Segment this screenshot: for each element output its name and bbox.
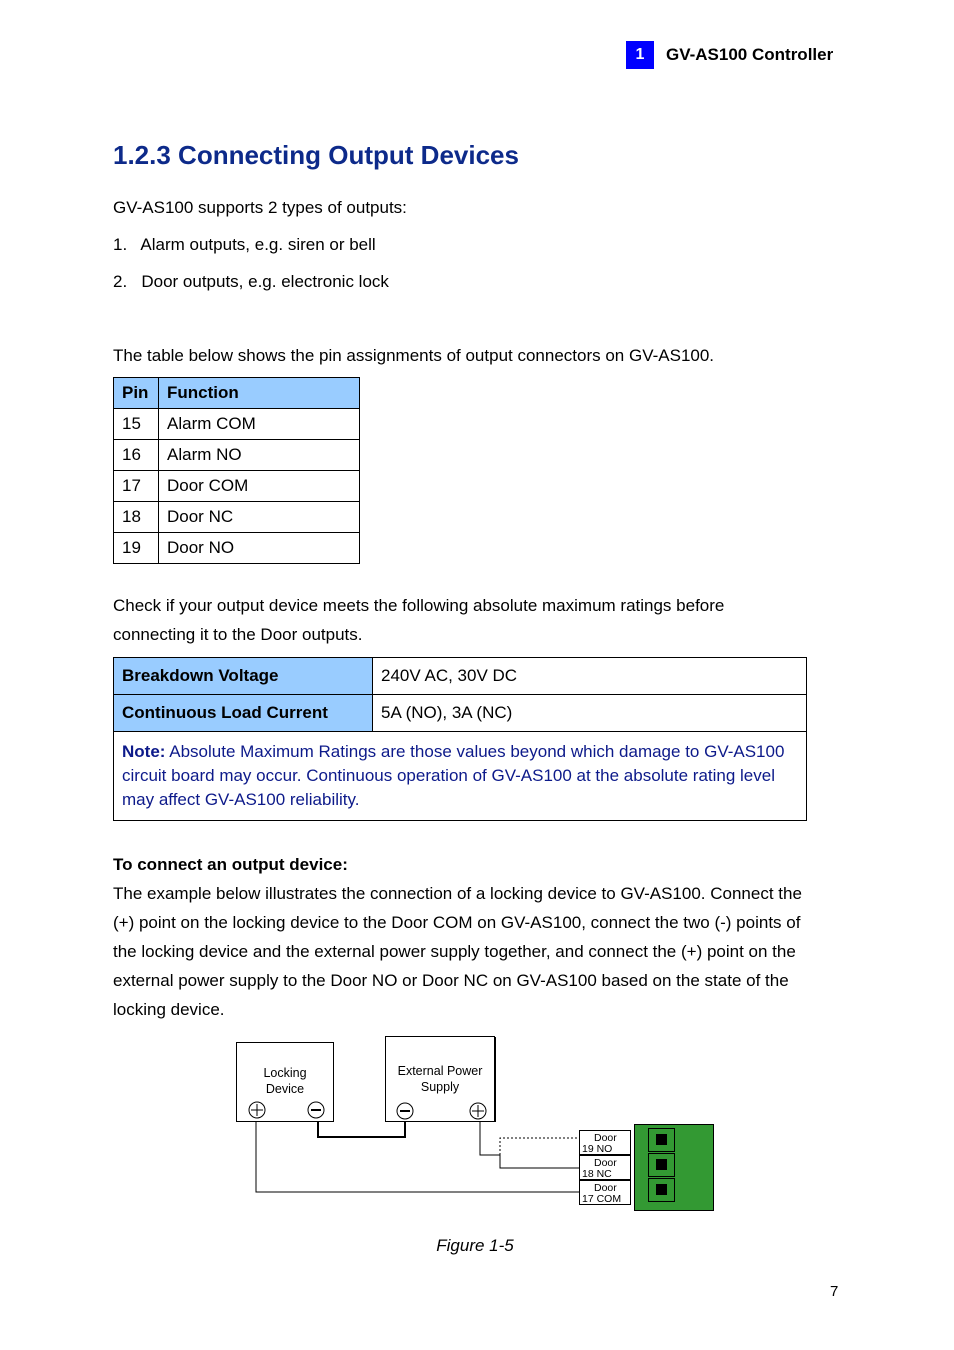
function-cell: Door COM: [159, 471, 360, 502]
column-header: Function: [159, 378, 360, 409]
intro-text: GV-AS100 supports 2 types of outputs:: [113, 198, 407, 217]
ratings-intro-line: connecting it to the Door outputs.: [113, 625, 363, 644]
chapter-number-badge: 1: [626, 41, 654, 69]
page-number: 7: [830, 1283, 839, 1300]
pin-label-top: Door: [594, 1157, 617, 1169]
pin-label-bottom: 19 NO: [582, 1143, 613, 1155]
list-item: 1. Alarm outputs, e.g. siren or bell: [113, 235, 376, 254]
door-nc-wire: [480, 1122, 579, 1168]
ratings-intro-line: Check if your output device meets the following absolute maximum ratings before: [113, 596, 725, 615]
pin-cell: 15: [114, 409, 159, 440]
connect-line: The example below illustrates the connection of a locking device to GV-AS100. Connect the: [113, 884, 802, 903]
door-com-wire: [256, 1121, 579, 1192]
column-header: Pin: [114, 378, 159, 409]
function-cell: Door NO: [159, 533, 360, 564]
note-text: Absolute Maximum Ratings are those values beyond which damage to GV-AS100 circuit board may occur. Continuous operation of GV-AS100 at the absolute rating level may affect GV-AS100 reliability.: [122, 742, 785, 809]
chapter-title: GV-AS100 Controller: [666, 45, 834, 64]
pin-label-bottom: 17 COM: [582, 1193, 622, 1205]
pin-label-top: Door: [594, 1132, 617, 1144]
connect-line: external power supply to the Door NO or Door NC on GV-AS100 based on the state of the: [113, 971, 789, 990]
rating-value: 5A (NO), 3A (NC): [373, 695, 807, 732]
negative-wire: [318, 1121, 405, 1137]
pin-cell: 17: [114, 471, 159, 502]
door-no-wire-dotted: [500, 1138, 579, 1155]
connect-line: (+) point on the locking device to the Door COM on GV-AS100, connect the two (-) points of: [113, 913, 801, 932]
locking-device-label: Device: [265, 1082, 305, 1096]
rating-value: 240V AC, 30V DC: [373, 658, 807, 695]
pin-label-bottom: 18 NC: [582, 1168, 612, 1180]
pin-cell: 18: [114, 502, 159, 533]
function-cell: Alarm NO: [159, 440, 360, 471]
connect-heading: To connect an output device:: [113, 855, 348, 874]
note-label: Note:: [122, 742, 166, 761]
rating-label: Continuous Load Current: [114, 695, 373, 732]
section-title: 1.2.3 Connecting Output Devices: [113, 140, 519, 170]
power-supply-label: External Power: [397, 1064, 483, 1078]
figure-caption: Figure 1-5: [436, 1236, 514, 1255]
function-cell: Alarm COM: [159, 409, 360, 440]
rating-label: Breakdown Voltage: [114, 658, 373, 695]
list-item: 2. Door outputs, e.g. electronic lock: [113, 272, 389, 291]
function-cell: Door NC: [159, 502, 360, 533]
locking-device-label: Locking: [263, 1066, 307, 1080]
pin-table-caption: The table below shows the pin assignments of output connectors on GV-AS100.: [113, 346, 715, 365]
connect-line: the locking device and the external power supply together, and connect the (+) point on the: [113, 942, 796, 961]
pin-label-top: Door: [594, 1182, 617, 1194]
pin-cell: 19: [114, 533, 159, 564]
power-supply-label: Supply: [420, 1080, 460, 1094]
connect-line: locking device.: [113, 1000, 225, 1019]
pin-cell: 16: [114, 440, 159, 471]
